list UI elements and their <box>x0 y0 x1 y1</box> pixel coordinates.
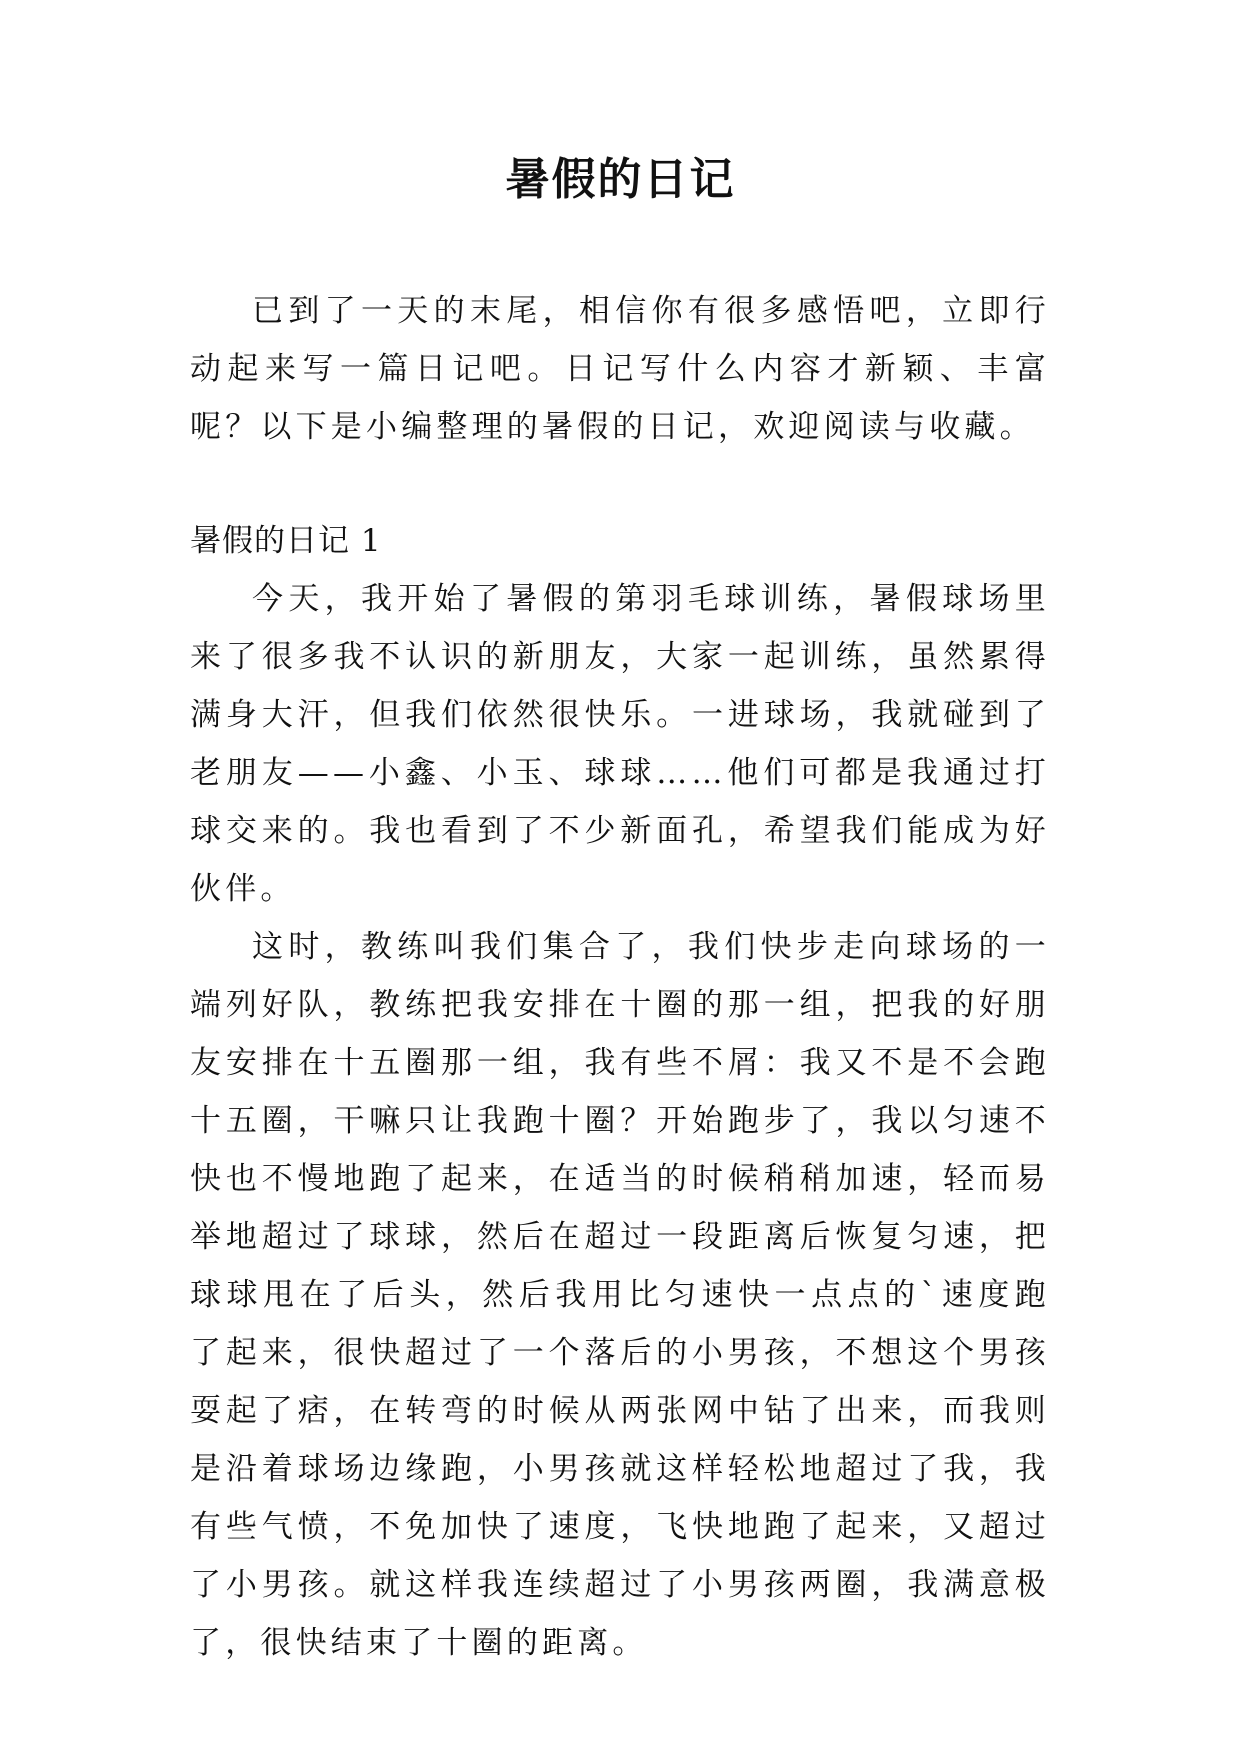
body-paragraph-2: 这时，教练叫我们集合了，我们快步走向球场的一端列好队，教练把我安排在十圈的那一组，把我的好朋友安排在十五圈那一组，我有些不屑：我又不是不会跑十五圈，干嘛只让我跑十圈？开始跑步了，我以匀速不快也不慢地跑了起来，在适当的时候稍稍加速，轻而易举地超过了球球，然后在超过一段距离后恢复匀速，把球球甩在了后头，然后我用比匀速快一点点的`速度跑了起来，很快超过了一个落后的小男孩，不想这个男孩耍起了痞，在转弯的时候从两张网中钻了出来，而我则是沿着球场边缘跑，小男孩就这样轻松地超过了我，我有些气愤，不免加快了速度，飞快地跑了起来，又超过了小男孩。就这样我连续超过了小男孩两圈，我满意极了，很快结束了十圈的距离。 <box>190 929 1050 1661</box>
document-body <box>190 282 1050 1672</box>
intro-paragraph: 已到了一天的末尾，相信你有很多感悟吧，立即行动起来写一篇日记吧。日记写什么内容才新颖、丰富呢？以下是小编整理的暑假的日记，欢迎阅读与收藏。 <box>190 293 1050 445</box>
document-title: 暑假的日记 <box>505 154 736 205</box>
body-paragraph-1: 今天，我开始了暑假的第羽毛球训练，暑假球场里来了很多我不认识的新朋友，大家一起训练，虽然累得满身大汗，但我们依然很快乐。一进球场，我就碰到了老朋友——小鑫、小玉、球球……他们可都是我通过打球交来的。我也看到了不少新面孔，希望我们能成为好伙伴。 <box>190 581 1050 907</box>
diary-section-1 <box>190 512 1050 1672</box>
section-heading: 暑假的日记 1 <box>190 523 382 559</box>
